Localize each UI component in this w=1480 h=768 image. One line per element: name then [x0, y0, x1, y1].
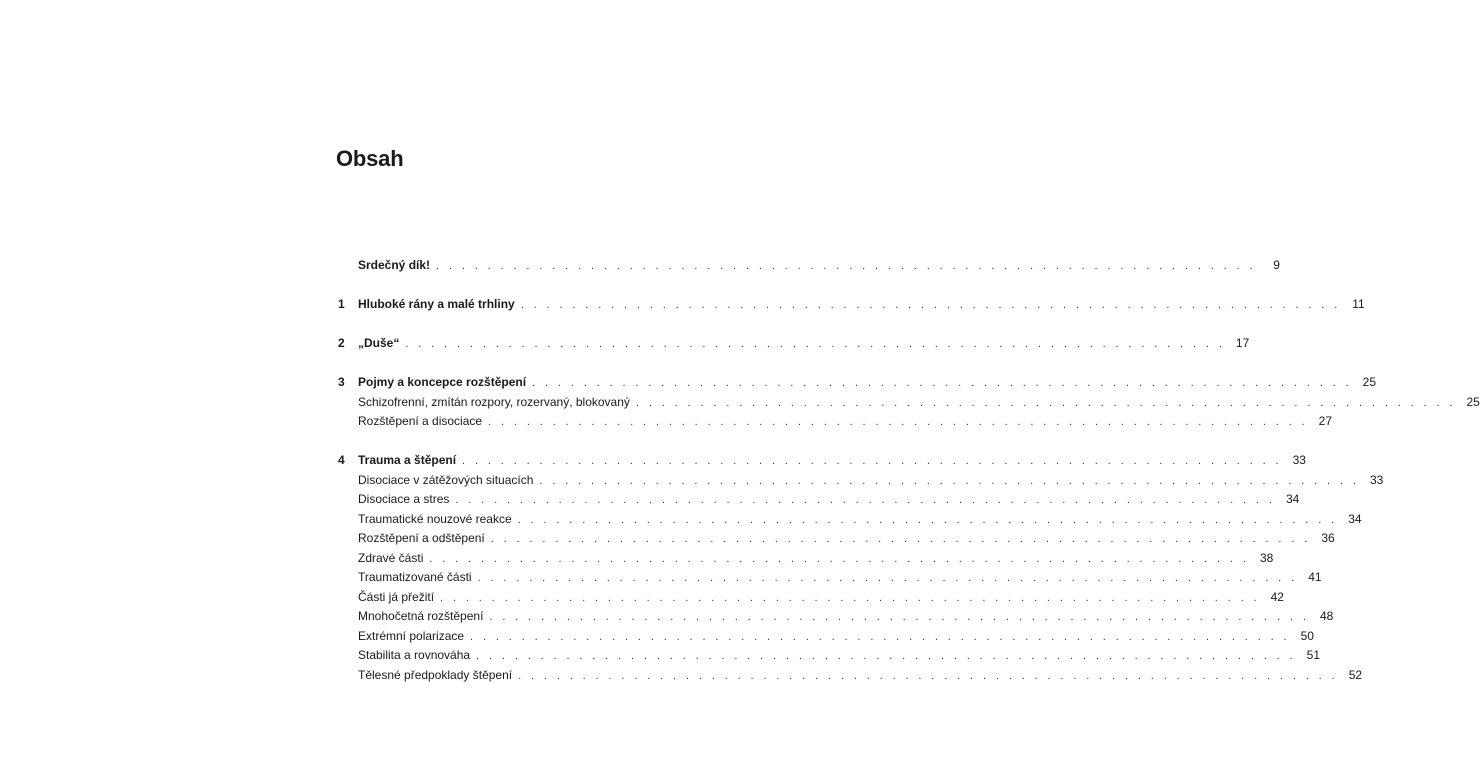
page-number: 9 [1273, 258, 1280, 272]
page-number: 48 [1320, 609, 1334, 623]
toc-subentry[interactable] [338, 393, 1480, 413]
toc-subentry[interactable] [338, 607, 1334, 627]
entry-title: Stabilita a rovnováha [358, 648, 471, 662]
toc-subentry[interactable] [338, 588, 1284, 608]
page-number: 25 [1362, 375, 1376, 389]
dot-leader: . . . . . . . . . . . . . . . . . . . . . . . . . . . . . . . . . . . . . . . . . . . . . . . . . . . . . . . . . . . . . . . . [518, 669, 1339, 682]
toc-section [338, 295, 1365, 315]
entry-title: Rozštěpení a disociace [358, 414, 483, 428]
page-number: 36 [1321, 531, 1335, 545]
page-number: 52 [1348, 667, 1363, 682]
dot-leader: . . . . . . . . . . . . . . . . . . . . . . . . . . . . . . . . . . . . . . . . . . . . . . . . . . . . . . . . . . . . . . . . [539, 474, 1360, 487]
dot-leader: . . . . . . . . . . . . . . . . . . . . . . . . . . . . . . . . . . . . . . . . . . . . . . . . . . . . . . . . . . . . . . . . [477, 572, 1298, 584]
toc-chapter-entry[interactable] [338, 451, 1306, 471]
toc-subentry[interactable] [338, 549, 1274, 569]
entry-title: Zdravé části [358, 550, 424, 565]
page-number: 42 [1270, 589, 1284, 604]
entry-title: Schizofrenní, zmítán rozpory, rozervaný, blokovaný [358, 394, 630, 409]
dot-leader: . . . . . . . . . . . . . . . . . . . . . . . . . . . . . . . . . . . . . . . . . . . . . . . . . . . . . . . . . . . . . . . . [470, 630, 1290, 643]
entry-title: Disociace v zátěžových situacích [358, 472, 534, 487]
entry-title: Disociace a stres [358, 492, 450, 506]
toc-subentry[interactable] [338, 490, 1300, 510]
toc-section [338, 373, 1480, 432]
toc-subentry[interactable] [338, 471, 1384, 491]
dot-leader: . . . . . . . . . . . . . . . . . . . . . . . . . . . . . . . . . . . . . . . . . . . . . . . . . . . . . . . . . . . . . . . . [405, 338, 1226, 350]
toc-chapter-entry[interactable] [338, 295, 1365, 315]
page-number: 33 [1369, 472, 1384, 487]
dot-leader: . . . . . . . . . . . . . . . . . . . . . . . . . . . . . . . . . . . . . . . . . . . . . . . . . . . . . . . . . . . . . . . . [440, 591, 1260, 604]
entry-title: Pojmy a koncepce rozštěpení [358, 375, 527, 389]
entry-title: „Duše“ [358, 336, 400, 350]
dot-leader: . . . . . . . . . . . . . . . . . . . . . . . . . . . . . . . . . . . . . . . . . . . . . . . . . . . . . . . . . . . . . . . . [476, 650, 1297, 662]
chapter-number: 4 [338, 453, 345, 467]
toc-subentry[interactable] [338, 627, 1314, 647]
page-number: 51 [1306, 648, 1321, 662]
toc-section [338, 334, 1250, 354]
entry-title: Traumatizované části [358, 570, 472, 584]
dot-leader: . . . . . . . . . . . . . . . . . . . . . . . . . . . . . . . . . . . . . . . . . . . . . . . . . . . . . . . . . . . . . . . . [517, 513, 1338, 526]
entry-title: Hluboké rány a malé trhliny [358, 297, 515, 311]
toc-chapter-entry[interactable] [338, 334, 1250, 354]
entry-title: Traumatické nouzové reakce [358, 511, 512, 526]
page-number: 41 [1308, 570, 1322, 584]
dot-leader: . . . . . . . . . . . . . . . . . . . . . . . . . . . . . . . . . . . . . . . . . . . . . . . . . . . . . . . . . . . . . . . . [520, 299, 1341, 311]
page-number: 38 [1259, 550, 1274, 565]
dot-leader: . . . . . . . . . . . . . . . . . . . . . . . . . . . . . . . . . . . . . . . . . . . . . . . . . . . . . . . . . . . . . . . . [455, 494, 1276, 506]
toc-subentry[interactable] [338, 646, 1321, 666]
entry-title: Tělesné předpoklady štěpení [358, 667, 513, 682]
page-number: 34 [1348, 511, 1362, 526]
dot-leader: . . . . . . . . . . . . . . . . . . . . . . . . . . . . . . . . . . . . . . . . . . . . . . . . . . . . . . . . . . . . . . . . [462, 455, 1282, 467]
page-number: 25 [1466, 394, 1480, 409]
toc-section [338, 451, 1384, 685]
chapter-number: 1 [338, 297, 345, 311]
page-number: 27 [1318, 414, 1333, 428]
toc-subentry[interactable] [338, 412, 1333, 432]
page-number: 34 [1285, 492, 1300, 506]
entry-title: Rozštěpení a odštěpení [358, 531, 485, 545]
dot-leader: . . . . . . . . . . . . . . . . . . . . . . . . . . . . . . . . . . . . . . . . . . . . . . . . . . . . . . . . . . . . . . . . [488, 416, 1309, 428]
toc-subentry[interactable] [338, 510, 1362, 530]
dot-leader: . . . . . . . . . . . . . . . . . . . . . . . . . . . . . . . . . . . . . . . . . . . . . . . . . . . . . . . . . . . . . . . . [532, 377, 1352, 389]
page-title: Obsah [336, 146, 404, 171]
dot-leader: . . . . . . . . . . . . . . . . . . . . . . . . . . . . . . . . . . . . . . . . . . . . . . . . . . . . . . . . . . . . . . . . [436, 260, 1256, 272]
toc-chapter-entry[interactable] [338, 373, 1376, 393]
toc-subentry[interactable] [338, 568, 1322, 588]
toc-chapter-entry[interactable] [338, 256, 1280, 276]
dot-leader: . . . . . . . . . . . . . . . . . . . . . . . . . . . . . . . . . . . . . . . . . . . . . . . . . . . . . . . . . . . . . . . . [490, 533, 1311, 545]
toc-subentry[interactable] [338, 666, 1363, 686]
entry-title: Mnohočetná rozštěpení [358, 609, 484, 623]
dot-leader: . . . . . . . . . . . . . . . . . . . . . . . . . . . . . . . . . . . . . . . . . . . . . . . . . . . . . . . . . . . . . . . . [429, 552, 1250, 565]
entry-title: Extrémní polarizace [358, 628, 465, 643]
chapter-number: 2 [338, 336, 345, 350]
toc-subentry[interactable] [338, 529, 1335, 549]
dot-leader: . . . . . . . . . . . . . . . . . . . . . . . . . . . . . . . . . . . . . . . . . . . . . . . . . . . . . . . . . . . . . . . . [635, 396, 1456, 409]
page-number: 33 [1292, 453, 1306, 467]
dot-leader: . . . . . . . . . . . . . . . . . . . . . . . . . . . . . . . . . . . . . . . . . . . . . . . . . . . . . . . . . . . . . . . . [489, 611, 1310, 623]
entry-title: Srdečný dík! [358, 258, 431, 272]
entry-title: Trauma a štěpení [358, 453, 457, 467]
page-number: 11 [1352, 297, 1365, 311]
chapter-number: 3 [338, 375, 345, 389]
table-of-contents [338, 256, 1480, 705]
toc-section [338, 256, 1280, 276]
page-number: 17 [1235, 336, 1250, 350]
page-number: 50 [1300, 628, 1314, 643]
entry-title: Části já přežití [358, 589, 435, 604]
